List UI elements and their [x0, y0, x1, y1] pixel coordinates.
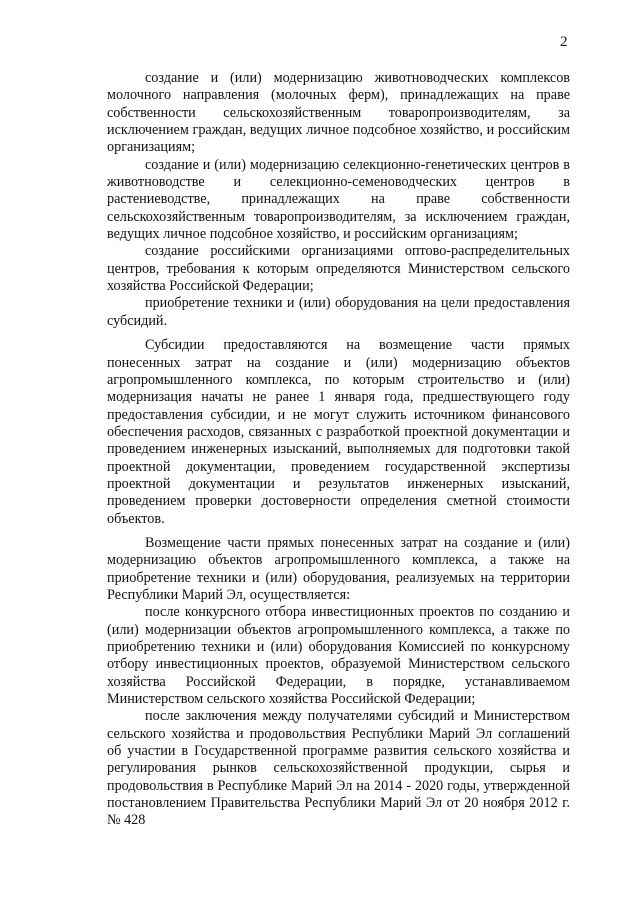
paragraph-competitive-selection: после конкурсного отбора инвестиционных проектов по созданию и (или) модернизации объектов агропромышленного комплекса, а также по приобретению техники и (или) оборудования Комиссией по конкурсному отбору инвестиционных проектов, образуемой Министерством сельского хозяйства Российской Федерации, в порядке, устанавливаемом Министерством сельского хозяйства Российской Федерации; [107, 604, 570, 708]
page-number: 2 [560, 34, 568, 50]
document-body [107, 70, 570, 830]
paragraph-reimbursement-intro: Возмещение части прямых понесенных затрат на создание и (или) модернизацию объектов агропромышленного комплекса, а также на приобретение техники и (или) оборудования, реализуемых на территории Республики Марий Эл, осуществляется: [107, 534, 570, 603]
paragraph-breeding-centers: создание и (или) модернизацию селекционно-генетических центров в животноводстве и селекционно-семеноводческих центров в растениеводстве, принадлежащих на праве собственности сельскохозяйственным товаропроизводителям, за исключением граждан, ведущих личное подсобное хозяйство, и российским организациям; [107, 156, 570, 243]
paragraph-distribution-centers: создание российскими организациями оптово-распределительных центров, требования к которым определяются Министерством сельского хозяйства Российской Федерации; [107, 243, 570, 295]
paragraph-agreement: после заключения между получателями субсидий и Министерством сельского хозяйства и продовольствия Республики Марий Эл соглашений об участии в Государственной программе развития сельского хозяйства и регулирования рынков сельскохозяйственной продукции, сырья и продовольствия в Республике Марий Эл на 2014 - 2020 годы, утвержденной постановлением Правительства Республики Марий Эл от 20 ноября 2012 г. № 428 [107, 708, 570, 829]
paragraph-subsidy-conditions: Субсидии предоставляются на возмещение части прямых понесенных затрат на создание и (или) модернизацию объектов агропромышленного комплекса, по которым строительство и (или) модернизация начаты не ранее 1 января года, предшествующего году предоставления субсидии, и не могут служить источником финансового обеспечения расходов, связанных с разработкой проектной документации и проведением инженерных изысканий, выполняемых для подготовки такой проектной документации, проведением государственной экспертизы проектной документации и результатов инженерных изысканий, проведением проверки достоверности определения сметной стоимости объектов. [107, 337, 570, 527]
paragraph-dairy-complexes: создание и (или) модернизацию животноводческих комплексов молочного направления (молочных ферм), принадлежащих на праве собственности сельскохозяйственным товаропроизводителям, за исключением граждан, ведущих личное подсобное хозяйство, и российским организациям; [107, 70, 570, 156]
paragraph-equipment-purchase: приобретение техники и (или) оборудования на цели предоставления субсидий. [107, 295, 570, 329]
